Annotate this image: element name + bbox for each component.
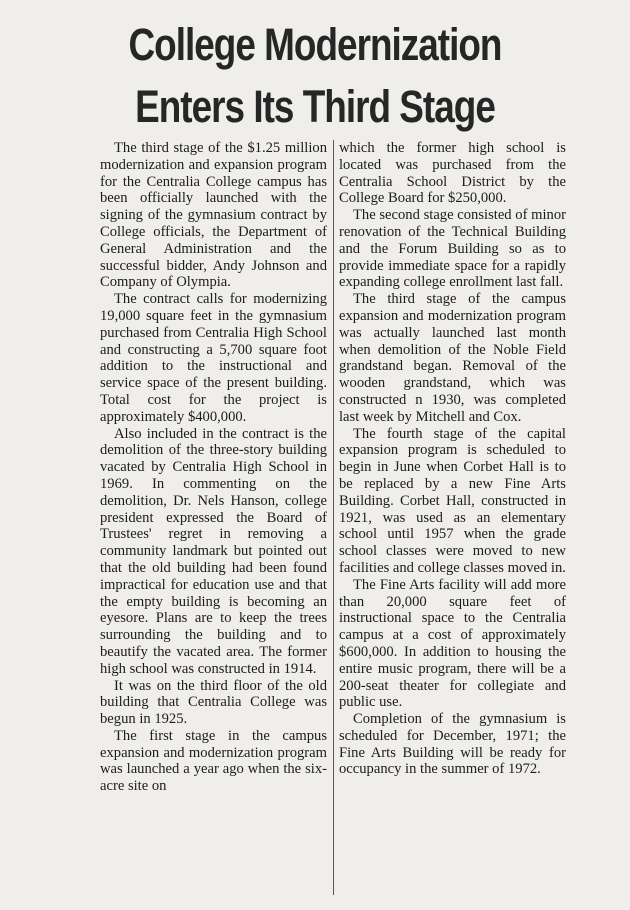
- column-right: [339, 140, 566, 778]
- paragraph: The fourth stage of the capital expansion program is scheduled to begin in June when Corbet Hall is to be replaced by a new Fine Arts Building. Corbet Hall, constructed in 1921, was used as an elementary school until 1957 when the grade school classes were moved to new facilities and college classes moved in.: [339, 425, 566, 576]
- paragraph: The contract calls for modernizing 19,000 square feet in the gymnasium purchased from Centralia High School and constructing a 5,700 square foot addition to the instructional and service space of the present building. Total cost for the project is approximately $400,000.: [100, 291, 327, 425]
- paragraph: The third stage of the campus expansion and modernization program was actually launched last month when demolition of the Noble Field grandstand began. Removal of the wooden grandstand, which was constructed n 1930, was completed last week by Mitchell and Cox.: [339, 291, 566, 425]
- paragraph: It was on the third floor of the old building that Centralia College was begun in 1925.: [100, 677, 327, 728]
- paragraph: The third stage of the $1.25 million modernization and expansion program for the Centralia College campus has been officially launched with the signing of the gymnasium contract by College officials, the Department of General Administration and the successful bidder, Andy Johnson and Company of Olympia.: [100, 140, 327, 291]
- paragraph: Also included in the contract is the demolition of the three-story building vacated by Centralia High School in 1969. In commenting on the demolition, Dr. Nels Hanson, college president expressed the Board of Trustees' regret in removing a community landmark but pointed out that the old building had been found impractical for education use and that the empty building is becoming an eyesore. Plans are to keep the trees surrounding the building and to beautify the vacated area. The former high school was constructed in 1914.: [100, 425, 327, 677]
- headline-line-2: Enters Its Third Stage: [135, 81, 495, 132]
- headline: [0, 12, 630, 138]
- article-body: [100, 140, 566, 900]
- paragraph: The first stage in the campus expansion and modernization program was launched a year ago when the six-acre site on: [100, 727, 327, 795]
- paragraph: The second stage consisted of minor renovation of the Technical Building and the Forum Building so as to provide immediate space for a rapidly expanding college enrollment last fall.: [339, 207, 566, 291]
- paragraph: The Fine Arts facility will add more than 20,000 square feet of instructional space to the Centralia campus at a cost of approximately $600,000. In addition to housing the entire music program, there will be a 200-seat theater for collegiate and public use.: [339, 576, 566, 711]
- column-left: [100, 140, 327, 795]
- paragraph-continued: which the former high school is located was purchased from the Centralia School District by the College Board for $250,000.: [339, 140, 566, 207]
- headline-line-1: College Modernization: [128, 19, 502, 70]
- paragraph: Completion of the gymnasium is scheduled for December, 1971; the Fine Arts Building will be ready for occupancy in the summer of 1972.: [339, 711, 566, 778]
